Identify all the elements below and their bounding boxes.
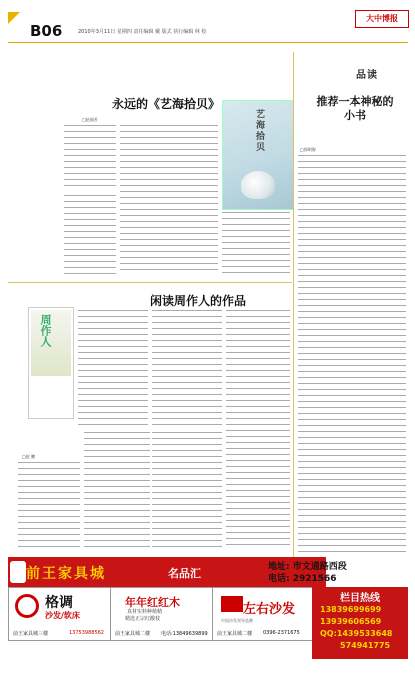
right-article-title: 推荐一本神秘的小书 xyxy=(316,95,394,122)
mall-address: 地址: 市文通路西段 xyxy=(268,562,347,572)
article2-text-block xyxy=(152,432,222,550)
hotline-box xyxy=(312,587,408,659)
rosewood-slogan-1: 真材实料种植精 xyxy=(127,609,163,615)
shell-illustration xyxy=(241,171,275,199)
article1-text-block xyxy=(222,212,290,275)
rosewood-shop-phone: 电话:13849639899 xyxy=(161,631,208,637)
rosewood-shop-location: 前王家具城二楼 xyxy=(115,631,151,637)
zuoyou-slogan: 中国沙发领导品牌 xyxy=(221,618,253,623)
article2-text-block xyxy=(226,310,290,550)
hotline-phone-1: 13839699699 xyxy=(320,605,382,614)
hotline-phone-2: 13939606569 xyxy=(320,617,382,626)
book-cover-image xyxy=(222,100,294,210)
article1-text-block xyxy=(64,195,116,275)
right-article-text-block xyxy=(298,155,406,553)
page-code: B06 xyxy=(30,22,63,40)
rosewood-ad[interactable] xyxy=(110,587,214,641)
article2-author: □赵 鹏 xyxy=(22,454,36,459)
article2-title: 闲读周作人的作品 xyxy=(150,294,247,308)
hotline-title: 栏目热线 xyxy=(340,593,380,604)
book-cover-title: 艺海拾贝 xyxy=(254,109,264,153)
zuoyou-shop-location: 前王家具城二楼 xyxy=(217,631,253,637)
book2-cover-image xyxy=(28,307,74,419)
header-divider xyxy=(8,42,408,43)
article-divider xyxy=(8,282,292,283)
newspaper-logo xyxy=(355,10,409,28)
rosewood-slogan-2: 精选正宗红酸枝 xyxy=(125,616,161,622)
article1-title: 永远的《艺海拾贝》 xyxy=(112,97,221,111)
article2-text-block xyxy=(78,310,148,428)
article1-text-block xyxy=(64,125,116,190)
article2-text-block xyxy=(18,462,80,550)
book2-cover-title: 周作人 xyxy=(39,314,52,347)
article2-text-block xyxy=(84,432,150,550)
rosewood-brand-name: 年年红红木 xyxy=(125,596,180,609)
mall-slogan: 名品汇 xyxy=(168,567,201,580)
logo-text: 大中博报 xyxy=(366,14,398,23)
mall-logo-icon xyxy=(10,561,26,583)
right-article-author: □郭明海 xyxy=(300,147,316,152)
zuoyou-shop-phone: 0396-2371675 xyxy=(263,630,300,636)
hotline-qq: QQ:1439533648 xyxy=(320,629,393,638)
section-title: 品读 xyxy=(356,70,378,81)
mall-phone: 电话: 2921566 xyxy=(268,574,337,584)
column-divider xyxy=(293,52,294,557)
zuoyou-logo-icon xyxy=(221,596,243,612)
article1-author: □赵丽芳 xyxy=(82,117,98,122)
zuoyou-sofa-ad[interactable] xyxy=(212,587,314,641)
zuoyou-brand-name: 左右沙发 xyxy=(243,602,296,617)
article2-text-block xyxy=(152,310,222,428)
sofa-brand-name: 格调 xyxy=(45,595,73,611)
sofa-shop-location: 前王家具城三楼 xyxy=(13,631,49,637)
article1-text-block xyxy=(120,125,218,275)
hotline-qq-2: 574941775 xyxy=(340,641,391,650)
sofa-brand-sub: 沙发/软床 xyxy=(45,611,80,620)
header-decoration xyxy=(8,12,20,24)
sofa-ad[interactable] xyxy=(8,587,112,641)
sofa-brand-icon xyxy=(15,594,39,618)
issue-line: 2010年3月11日 星期四 责任编辑 戴 版式 执行编辑 林 校 xyxy=(78,29,207,35)
mall-name: 前王家具城 xyxy=(26,566,106,582)
sofa-shop-phone: 13753988562 xyxy=(69,630,104,636)
